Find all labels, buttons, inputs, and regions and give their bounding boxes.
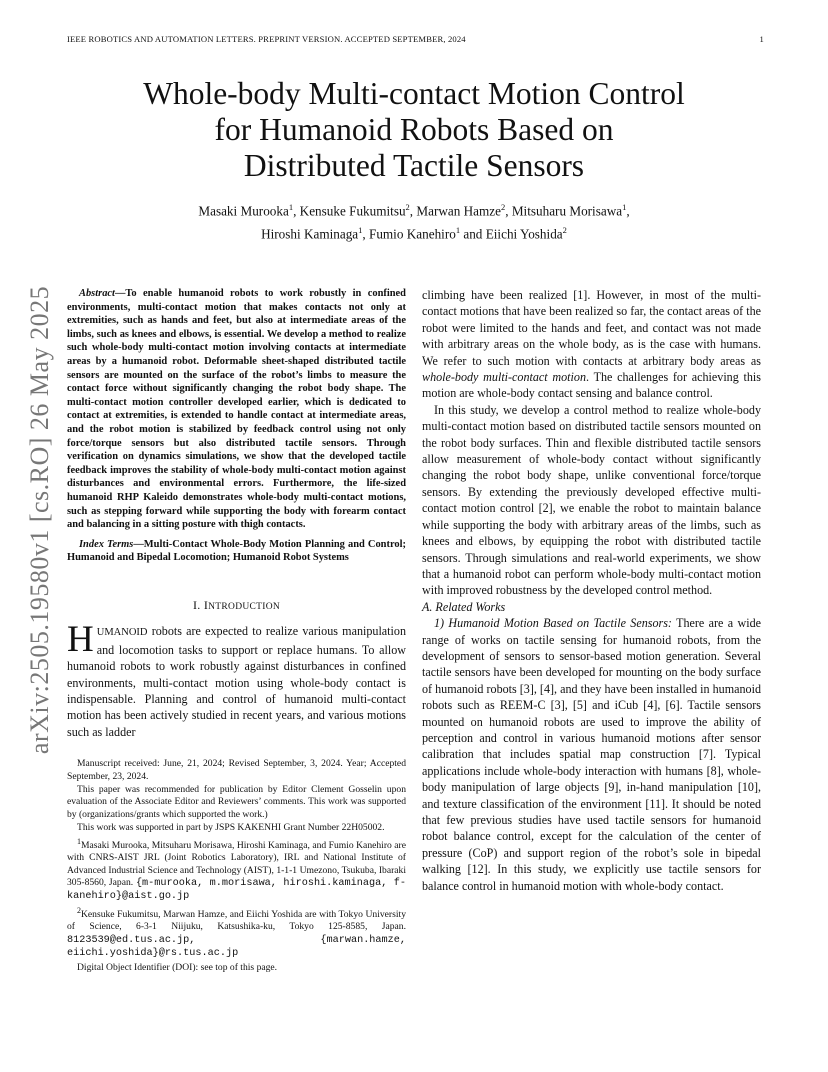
author-affiliation: 1 bbox=[358, 224, 363, 235]
introduction-text: robots are expected to realize various manipulation and locomotion tasks to support or replace humans. To allow humanoid robots to work robustly against disturbances in confined environments, multi-contact motion using whole-body contact is indispensable. Planning and control of humanoid multi-contact motion has been actively studied in recent years, and various motions such as ladder bbox=[67, 624, 406, 739]
author-line-1 bbox=[100, 198, 728, 221]
author-affiliation: 1 bbox=[288, 202, 294, 212]
author-separator: , bbox=[293, 203, 300, 219]
body-emphasis: whole-body multi-contact motion bbox=[422, 370, 587, 385]
author-affiliation: 1 bbox=[622, 202, 627, 212]
body-text: There are a wide range of works on tactile sensing for humanoid robots, from the development of sensors to sensor-based motion generation. Several tactile sensors have been developed for mounting on the body surface of humanoid robots [3], [4], and they have been installed in humanoid robots such as REEM-C [3], [5] and iCub [4], [6]. Tactile sensors mounted on humanoid robots are used to improve the ability of perception and control in various humanoid motions after sensor calibration that includes spatial map construction [7]. Typical applications include whole-body interaction with humans [8], whole-body manipulation of large objects [9], in-hand manipulation [10], and texture classification of the environment [11]. It should be noted that few previous studies have used tactile sensors for humanoid robot balance control, except for the calculation of the center of pressure (CoP) and support region of the robot’s sole in bipedal walking [12]. In this study, we explicitly use tactile sensors for balance control in humanoid motion with whole-body contact. bbox=[422, 616, 761, 893]
author-name: Kensuke Fukumitsu bbox=[299, 203, 406, 219]
body-paragraph: In this study, we develop a control method to realize whole-body multi-contact motion based on distributed tactile sensors mounted on the robot body surfaces. Thin and flexible distributed tactile sensors allow measurement of whole-body contact without significantly changing the robot body shape, unlike conventional force/torque sensors. By extending the previously developed effective multi-contact motion control [2], we enable the robot to maintain balance while supporting the body with arbitrary areas of the limbs, such as knees and elbows, by equipping the robot with distributed tactile sensors. Through simulations and real-world experiments, we show that a humanoid robot can perform whole-body multi-contact motion with improved robustness by the developed control method. bbox=[422, 402, 761, 598]
arxiv-stamp: arXiv:2505.19580v1 [cs.RO] 26 May 2025 bbox=[25, 285, 54, 755]
author-name: Hiroshi Kaminaga bbox=[261, 226, 359, 242]
footnote-mark: 1 bbox=[77, 836, 81, 846]
body-paragraph bbox=[422, 287, 761, 402]
title-line: for Humanoid Robots Based on bbox=[214, 112, 614, 147]
footnote-affiliation-text: Masaki Murooka, Mitsuharu Morisawa, Hiroshi Kaminaga, and Fumio Kanehiro are with CNRS-AIST JRL (Joint Robotics Laboratory), IRL and National Institute of Advanced Industrial Science and Technology (AIST), 1-1-1 Umezono, Tsukuba, Ibaraki 305-8560, Japan. bbox=[67, 839, 406, 888]
running-header bbox=[67, 34, 764, 44]
footnotes bbox=[67, 758, 406, 974]
section-number: I. bbox=[192, 597, 204, 612]
drop-cap-rest: UMANOID bbox=[96, 627, 148, 639]
author-name: Marwan Hamze bbox=[416, 203, 501, 219]
footnote-received: Manuscript received: June, 21, 2024; Revised September, 3, 2024. Year; Accepted September, 23, 2024. bbox=[67, 758, 406, 782]
author-separator: , bbox=[505, 203, 512, 219]
footnote-affiliation-1 bbox=[67, 836, 406, 904]
running-head-text: IEEE ROBOTICS AND AUTOMATION LETTERS. PREPRINT VERSION. ACCEPTED SEPTEMBER, 2024 bbox=[67, 34, 466, 44]
title-line: Whole-body Multi-contact Motion Control bbox=[143, 76, 685, 111]
author-name: Masaki Murooka bbox=[198, 203, 289, 219]
section-title-rest: NTRODUCTION bbox=[208, 601, 281, 612]
author-name: Fumio Kanehiro bbox=[369, 226, 456, 242]
index-terms-label: Index Terms bbox=[79, 538, 134, 550]
paper-title bbox=[80, 76, 748, 184]
footnote-affiliation-text: Kensuke Fukumitsu, Marwan Hamze, and Eiichi Yoshida are with Tokyo University of Science, 6-3-1 Niijuku, Katsushika-ku, Tokyo 125-8585, Japan. bbox=[67, 908, 406, 933]
introduction-paragraph bbox=[67, 619, 406, 740]
body-text: . The challenges for achieving this motion are whole-body contact sensing and balance control. bbox=[422, 370, 761, 401]
subsection-heading: A. Related Works bbox=[422, 599, 506, 614]
footnote-grant: This work was supported in part by JSPS KAKENHI Grant Number 22H05002. bbox=[77, 822, 385, 834]
body-text: climbing have been realized [1]. However, in most of the multi-contact motions that have been realized so far, the contact areas of the robot were limited to the hands and feet, and contact was not made with arbitrary areas on the whole body, as is the case with humans. We refer to such motion with contacts at arbitrary body areas as bbox=[422, 288, 761, 368]
author-name: Mitsuharu Morisawa bbox=[511, 203, 623, 219]
author-list bbox=[100, 198, 728, 244]
footnote-doi: Digital Object Identifier (DOI): see top of this page. bbox=[77, 961, 278, 973]
author-separator: , bbox=[626, 203, 630, 219]
section-heading-introduction bbox=[67, 597, 406, 615]
footnote-editor: This paper was recommended for publication by Editor Clement Gosselin upon evaluation of the Associate Editor and Reviewers’ comments. This work was supported by (organizations/grants which supported the work.) bbox=[67, 783, 406, 820]
abstract-label: Abstract bbox=[79, 288, 115, 299]
body-paragraph bbox=[422, 615, 761, 894]
title-line: Distributed Tactile Sensors bbox=[243, 148, 585, 183]
right-column bbox=[422, 287, 761, 894]
author-separator: , bbox=[362, 226, 369, 242]
author-separator: , bbox=[409, 203, 417, 219]
left-column bbox=[67, 287, 406, 975]
index-terms-text: —Multi-Contact Whole-Body Motion Planning and Control; Humanoid and Bipedal Locomotion; Humanoid Robot Systems bbox=[67, 538, 406, 564]
author-affiliation: 1 bbox=[455, 224, 461, 235]
author-affiliation: 2 bbox=[562, 224, 567, 235]
abstract bbox=[67, 287, 406, 532]
subsubsection-heading: 1) Humanoid Motion Based on Tactile Sensors: bbox=[434, 616, 672, 631]
author-separator: and bbox=[460, 226, 486, 242]
section-initial: I bbox=[203, 597, 209, 612]
author-affiliation: 2 bbox=[405, 202, 410, 212]
footnote-affiliation-2 bbox=[67, 905, 406, 961]
abstract-text: —To enable humanoid robots to work robustly in confined environments, multi-contact motion that makes contacts not only at extremities, such as hands and feet, but also at intermediate areas of the limbs, such as knees and elbows, is essential. We develop a method to realize such whole-body multi-contact motion involving contacts at intermediate areas by a humanoid robot. Deformable sheet-shaped distributed tactile sensors are mounted on the surface of the robot’s limbs to measure the contact force without significantly changing the robot body shape. The multi-contact motion controller developed earlier, which is dedicated to contact at extremities, is extended to handle contact at intermediate areas, and the robot motion is stabilized by feedback control using not only force/torque sensors but also distributed tactile sensors. Through verification on dynamics simulations, we show that the developed tactile feedback improves the stability of whole-body multi-contact motion against disturbances and environmental errors. Furthermore, the life-sized humanoid RHP Kaleido demonstrates whole-body multi-contact motions, such as stepping forward while supporting the body with forearm contact and balancing in a sitting posture with thigh contacts. bbox=[67, 288, 406, 531]
email-link[interactable]: {m-murooka, m.morisawa, hiroshi.kaminaga, f-kanehiro}@aist.go.jp bbox=[67, 877, 407, 903]
footnote-mark: 2 bbox=[77, 905, 81, 915]
author-line-2 bbox=[100, 221, 728, 244]
drop-cap: H bbox=[67, 619, 94, 661]
author-name: Eiichi Yoshida bbox=[485, 226, 563, 242]
email-link[interactable]: 8123539@ed.tus.ac.jp, {marwan.hamze, eiichi.yoshida}@rs.tus.ac.jp bbox=[67, 934, 406, 960]
author-affiliation: 2 bbox=[500, 202, 506, 212]
page-number: 1 bbox=[759, 34, 764, 44]
index-terms bbox=[67, 538, 406, 565]
